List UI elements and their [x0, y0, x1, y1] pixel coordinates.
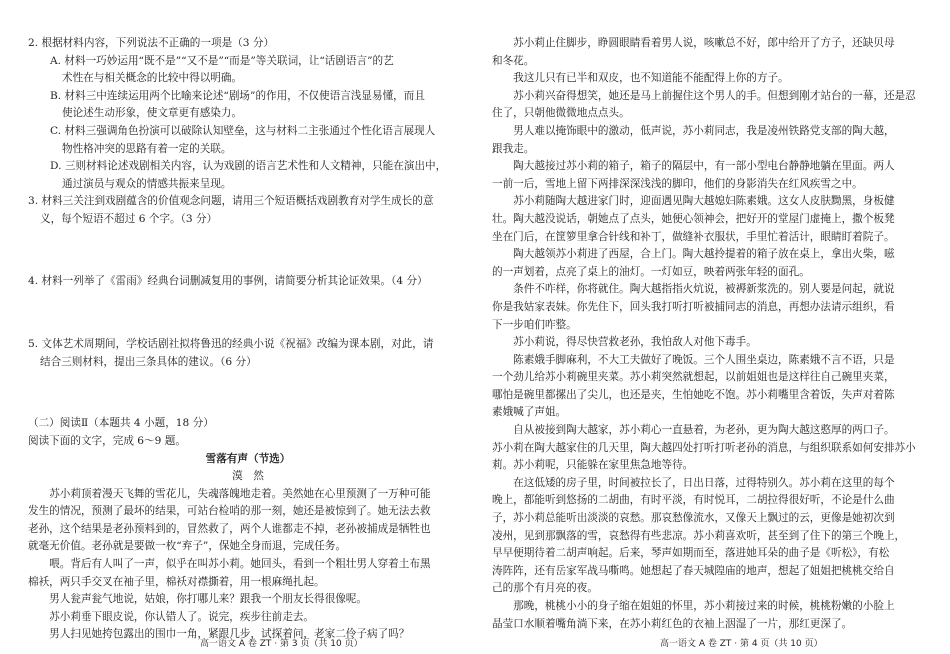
right-column	[492, 35, 924, 633]
right-line-2: 和冬花。	[492, 54, 535, 67]
story-line-8: 苏小莉垂下眼皮说，你认错人了。说完，疾步往前走去。	[28, 610, 315, 623]
q2-option-d1: D. 三则材料论述戏剧相关内容，认为戏剧的语言艺术性和人文精神，只能在演出中，	[50, 160, 447, 173]
left-footer: 高一语文 A 卷 ZT · 第 3 页（共 10 页）	[200, 639, 363, 649]
left-column	[28, 35, 468, 644]
q2-option-d2: 通过演员与观众的情感共振来呈现。	[62, 177, 232, 190]
right-line-33: 那晚，桃桃小小的身子缩在姐姐的怀里，苏小莉接过来的时候，桃桃粉嫩的小脸上	[492, 600, 895, 612]
right-line-23: 自从被接到陶大越家，苏小莉心一直悬着，为老孙，更为陶大越这憨厚的两口子。	[492, 424, 895, 437]
question-3-line2: 义，每个短语不超过 6 个字。（3 分）	[40, 212, 218, 225]
right-line-32: 己的那个有月亮的夜。	[492, 582, 598, 595]
right-line-19: 陈素娥手脚麻利，不大工夫做好了晚饭。三个人围坐桌边，陈素娥不言不语，只是	[492, 353, 895, 366]
right-line-29: 凌州，见到那飘落的雪，哀愁得有些悲凉。苏小莉喜欢听，甚至到了住下的第三个晚上，	[492, 529, 906, 542]
story-line-7: 男人瓮声瓮气地说，姑娘，你打哪儿来？跟我一个朋友长得很像呢。	[28, 593, 367, 606]
right-line-18: 苏小莉说，得尽快营救老孙，我怕敌人对他下毒手。	[492, 336, 757, 349]
right-line-22: 素娥喊了声姐。	[492, 406, 567, 419]
story-line-9: 男人扫见她挎包露出的围巾一角，紧跟几步，试探着问，老家二伶子病了吗？	[28, 628, 410, 641]
q2-option-b2: 使论述生动形象，使文章更有感染力。	[62, 107, 243, 120]
q2-option-c1: C. 材料三强调角色扮演可以破除认知壁垒，这与材料二主张通过个性化语言展现人	[50, 124, 436, 137]
question-5-line1: 5. 文体艺术周期间，学校话剧社拟将鲁迅的经典小说《祝福》改编为课本剧，对此，请	[28, 338, 434, 351]
story-line-5: 喂。背后有人叫了一声，似乎在叫苏小莉。她回头，看到一个粗壮男人穿着土布黑	[28, 558, 431, 571]
right-line-8: 陶大越接过苏小莉的箱子，箱子的隔层中，有一部小型电台静静地躺在里面。两人	[492, 160, 895, 173]
instruction: 阅读下面的文字，完成 6～9 题。	[28, 434, 186, 447]
right-line-13: 陶大越领苏小莉进了西屋，合上门。陶大越拎提着的箱子放在桌上，拿出火柴，嗞	[492, 248, 895, 261]
right-line-7: 跟我走。	[492, 142, 535, 155]
q2-option-a2: 术性在与相关概念的比较中得以明确。	[62, 72, 243, 85]
right-line-21: 哪怕是碗里都摞出了尖儿，也还是夹，生怕她吃不饱。苏小莉嘴里含着饭，失声对着陈	[492, 388, 895, 401]
right-line-6: 男人难以掩饰眼中的激动，低声说，苏小莉同志，我是凌州铁路党支部的陶大越，	[492, 124, 895, 137]
right-line-26: 在这低矮的房子里，时间被拉长了，日出日落，过得特别久。苏小莉在这里的每个	[492, 476, 895, 489]
story-line-1: 苏小莉顶着漫天飞舞的雪花儿，失魂落魄地走着。美然她在心里预测了一万种可能	[49, 487, 431, 500]
right-line-28: 子，苏小莉总能听出淡淡的哀愁。那哀愁像流水，又像天上飘过的云，更像是她初次到	[492, 512, 895, 525]
story-title: 雪落有声（节选）	[205, 452, 291, 465]
author: 漠 然	[232, 470, 264, 483]
right-line-9: 一前一后，雪地上留下两排深深浅浅的脚印，他们的身影消失在红风疾雪之中。	[492, 177, 863, 190]
right-line-11: 壮。陶大越没说话，朝她点了点头，她便心领神会，把好开的堂屋门虚掩上，撒个板凳	[492, 212, 895, 225]
q2-option-a1: A. 材料一巧妙运用“既不是”“又不是”“而是”等关联词，让“话剧语言”的艺	[50, 54, 394, 67]
question-3-line1: 3. 材料三关注到戏剧蕴含的价值观念问题，请用三个短语概括戏剧教育对学生成长的意	[28, 195, 434, 208]
right-line-12: 坐在门后，在筐箩里拿合针线和补丁，做缝补衣服状，手里忙着活计，眼睛盯着院子。	[492, 230, 895, 243]
right-line-20: 一个劲儿给苏小莉碗里夹菜。苏小莉突然就想起，以前姐姐也是这样往自己碗里夹菜，	[492, 371, 895, 384]
right-line-24: 苏小莉在陶大越家住的几天里，陶大越四处打听打听老孙的消息，与组织联系如何安排苏小	[492, 441, 916, 454]
right-line-5: 住了，只朝他微微地点点头。	[492, 107, 630, 120]
right-line-1: 苏小莉止住脚步，睁圆眼睛看着男人说，咳嗽总不好，郎中给开了方子，还缺贝母	[492, 37, 895, 49]
section-heading: （二）阅读Ⅱ（本题共 4 小题，18 分）	[28, 417, 214, 430]
right-line-25: 莉。苏小莉呢，只能躲在家里焦急地等待。	[492, 459, 694, 472]
right-line-34: 晶莹口水顺着嘴角淌下来，在苏小莉红色的衣袖上洇湿了一片，那红更深了。	[492, 617, 853, 630]
right-line-14: 的一声划着，点亮了桌上的油灯。一灯如豆，映着两张年轻的面孔。	[492, 265, 810, 278]
right-line-27: 晚上，都能听到悠扬的二胡曲，有时平淡，有时悦耳，二胡拉得很好听，不论是什么曲	[492, 494, 895, 507]
question-5-line2: 结合三则材料，提出三条具体的建议。（6 分）	[40, 355, 257, 368]
right-line-30: 早早便期待着二胡声响起。后来，琴声如期而至，落进她耳朵的曲子是《听松》，有松	[492, 547, 890, 560]
right-line-4: 苏小莉兴奋得想笑，她还是马上前握住这个男人的手。但想到刚才站台的一幕，还是忍	[492, 89, 916, 102]
right-line-3: 我这儿只有已半和双皮，也不知道能不能配得上你的方子。	[492, 72, 789, 85]
right-line-10: 苏小莉随陶大越进家门时，迎面遇见陶大越媳妇陈素娥。这女人皮肤黝黑，身板健	[492, 195, 895, 208]
story-line-2: 发生的情况，预测了最坏的结果，可站台检哨的那一刻，她还是被惊到了。她无法去救	[28, 505, 431, 518]
right-line-15: 条件不咋样，你将就住。陶大越指指火炕说，被褥新浆洗的。别人要是问起，就说	[492, 283, 895, 296]
story-line-4: 就毫无价值。老孙就是要做一枚“弃子”，保她全身而退，完成任务。	[28, 540, 347, 553]
q2-option-b1: B. 材料三中连续运用两个比喻来论述“剧场”的作用，不仅使语言浅显易懂，而且	[50, 89, 425, 102]
right-line-16: 你是我姑家表妹。你先住下，回头我打听打听被捕同志的消息，再想办法请示组织，看	[492, 300, 895, 313]
question-4: 4. 材料一列举了《雷雨》经典台词删减复用的事例，请简要分析其论证效果。（4 分）	[28, 274, 428, 287]
q2-option-c2: 物性格冲突的思路有着一定的关联。	[62, 142, 232, 155]
question-2: 2. 根据材料内容，下列说法不正确的一项是（3 分）	[28, 37, 275, 49]
right-footer: 高一语文 A 卷 ZT · 第 4 页（共 10 页）	[660, 639, 823, 649]
story-line-6: 棉袄，两只手交叉在袖子里，棉袄对襟撕着，用一根麻绳扎起。	[28, 575, 325, 588]
right-line-17: 下一步咱们咋整。	[492, 318, 577, 331]
right-line-31: 涛阵阵，还有岳家军战马嘶鸣。她想起了春天城隍庙的地声，想起了姐姐把桃桃交给自	[492, 564, 895, 577]
story-line-3: 老孙，这个结果是老孙预料到的，冒然救了，两个人谁都走不掉，老孙被捕成是牺牲也	[28, 522, 431, 535]
